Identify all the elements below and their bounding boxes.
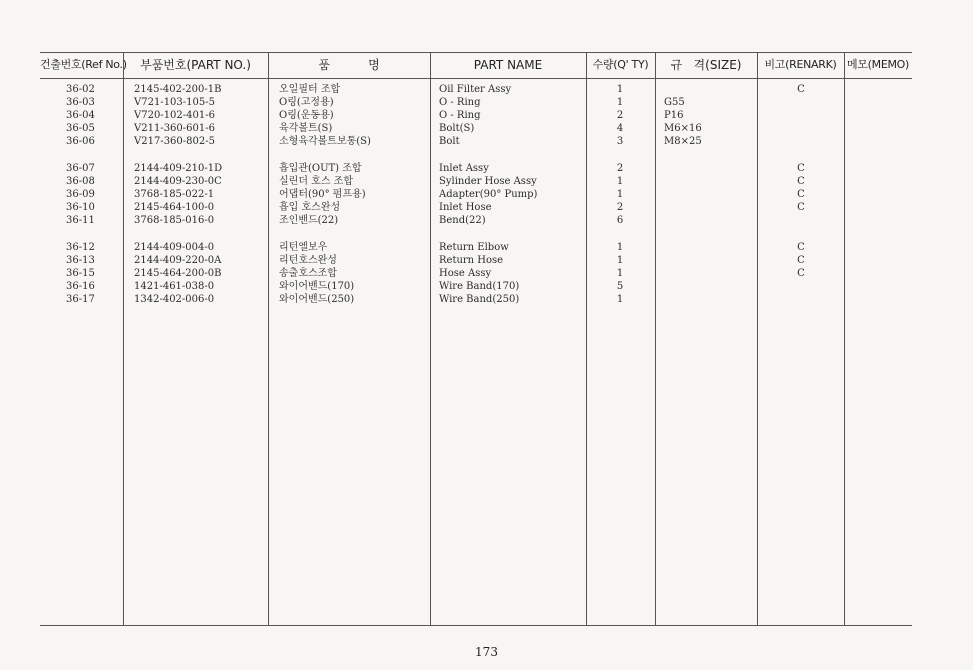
- part-no: V721-103-105-5: [134, 97, 215, 108]
- header-part-no: 부품번호(PART NO.): [140, 58, 251, 72]
- ref-no: 36-13: [66, 255, 95, 266]
- ref-no: 36-09: [66, 189, 95, 200]
- remark: C: [797, 163, 805, 174]
- korean-name: 육각볼트(S): [279, 123, 333, 134]
- qty: 3: [616, 136, 624, 147]
- ref-no: 36-17: [66, 294, 95, 305]
- size: G55: [664, 97, 685, 108]
- table-row: [0, 280, 973, 293]
- part-no: V211-360-601-6: [134, 123, 215, 134]
- korean-name: 송출호스조합: [279, 268, 337, 279]
- part-name: Adapter(90° Pump): [439, 189, 538, 200]
- part-no: 1421-461-038-0: [134, 281, 215, 292]
- size: M6×16: [664, 123, 702, 134]
- part-no: 2144-409-230-0C: [134, 176, 222, 187]
- header-ref-no: 건출번호(Ref No.): [40, 58, 127, 71]
- korean-name: 오일필터 조합: [279, 84, 341, 95]
- korean-name: 와이어밴드(170): [279, 281, 355, 292]
- part-no: 3768-185-022-1: [134, 189, 215, 200]
- qty: 4: [616, 123, 624, 134]
- qty: 6: [616, 215, 624, 226]
- korean-name: 소형육각볼트보통(S): [279, 136, 371, 147]
- korean-name: 리턴호스완성: [279, 255, 337, 266]
- part-no: 2144-409-210-1D: [134, 163, 223, 174]
- qty: 1: [616, 294, 624, 305]
- part-name: Inlet Hose: [439, 202, 492, 213]
- remark: C: [797, 176, 805, 187]
- ref-no: 36-10: [66, 202, 95, 213]
- table-row: [0, 109, 973, 122]
- korean-name: 흡입관(OUT) 조합: [279, 163, 362, 174]
- ref-no: 36-07: [66, 163, 95, 174]
- part-no: 2144-409-220-0A: [134, 255, 222, 266]
- part-name: Bolt: [439, 136, 460, 147]
- table-row: [0, 122, 973, 135]
- ref-no: 36-11: [66, 215, 95, 226]
- table-row: [0, 175, 973, 188]
- ref-no: 36-12: [66, 242, 95, 253]
- korean-name: 조인밴드(22): [279, 215, 339, 226]
- table-row: [0, 267, 973, 280]
- korean-name: 와이어밴드(250): [279, 294, 355, 305]
- ref-no: 36-02: [66, 84, 95, 95]
- qty: 1: [616, 176, 624, 187]
- header-size: 규 격(SIZE): [670, 58, 742, 72]
- part-name: Sylinder Hose Assy: [439, 176, 537, 187]
- qty: 1: [616, 242, 624, 253]
- qty: 2: [616, 110, 624, 121]
- part-name: Oil Filter Assy: [439, 84, 512, 95]
- table-row: [0, 241, 973, 254]
- part-no: V217-360-802-5: [134, 136, 215, 147]
- part-name: Return Hose: [439, 255, 504, 266]
- korean-name: 어댑터(90° 펌프용): [279, 189, 366, 200]
- table-row: [0, 254, 973, 267]
- table-row: [0, 135, 973, 148]
- part-no: V720-102-401-6: [134, 110, 215, 121]
- size: M8×25: [664, 136, 702, 147]
- part-name: Bend(22): [439, 215, 486, 226]
- part-no: 1342-402-006-0: [134, 294, 215, 305]
- remark: C: [797, 189, 805, 200]
- table-row: [0, 201, 973, 214]
- qty: 1: [616, 84, 624, 95]
- ref-no: 36-16: [66, 281, 95, 292]
- header-remark: 비고(RENARK): [764, 58, 837, 71]
- qty: 1: [616, 189, 624, 200]
- qty: 1: [616, 255, 624, 266]
- remark: C: [797, 202, 805, 213]
- ref-no: 36-06: [66, 136, 95, 147]
- part-name: Wire Band(250): [439, 294, 520, 305]
- part-no: 2145-464-200-0B: [134, 268, 222, 279]
- part-no: 3768-185-016-0: [134, 215, 215, 226]
- page-number: 173: [475, 645, 498, 659]
- table-bottom-rule: [40, 625, 912, 626]
- qty: 5: [616, 281, 624, 292]
- remark: C: [797, 255, 805, 266]
- ref-no: 36-05: [66, 123, 95, 134]
- part-name: O - Ring: [439, 97, 481, 108]
- korean-name: 리턴엘보우: [279, 242, 328, 253]
- part-name: Inlet Assy: [439, 163, 489, 174]
- table-row: [0, 96, 973, 109]
- table-row: [0, 214, 973, 227]
- qty: 2: [616, 163, 624, 174]
- ref-no: 36-08: [66, 176, 95, 187]
- part-no: 2145-402-200-1B: [134, 84, 222, 95]
- part-no: 2144-409-004-0: [134, 242, 215, 253]
- qty: 2: [616, 202, 624, 213]
- remark: C: [797, 84, 805, 95]
- header-bottom-rule: [40, 78, 912, 79]
- header-qty: 수량(Q' TY): [592, 58, 649, 71]
- header-korean-name: 품 명: [318, 58, 380, 72]
- ref-no: 36-03: [66, 97, 95, 108]
- size: P16: [664, 110, 684, 121]
- table-row: [0, 162, 973, 175]
- part-name: Return Elbow: [439, 242, 509, 253]
- korean-name: O링(고정용): [279, 97, 334, 108]
- table-row: [0, 83, 973, 96]
- header-part-name: PART NAME: [473, 58, 543, 72]
- korean-name: 실린더 호스 조합: [279, 176, 353, 187]
- part-name: Bolt(S): [439, 123, 475, 134]
- part-name: Hose Assy: [439, 268, 492, 279]
- header-memo: 메모(MEMO): [846, 58, 910, 71]
- ref-no: 36-04: [66, 110, 95, 121]
- qty: 1: [616, 268, 624, 279]
- part-name: Wire Band(170): [439, 281, 520, 292]
- qty: 1: [616, 97, 624, 108]
- remark: C: [797, 242, 805, 253]
- table-row: [0, 293, 973, 306]
- table-row: [0, 188, 973, 201]
- part-name: O - Ring: [439, 110, 481, 121]
- ref-no: 36-15: [66, 268, 95, 279]
- part-no: 2145-464-100-0: [134, 202, 215, 213]
- korean-name: O링(운동용): [279, 110, 334, 121]
- korean-name: 흡입 호스완성: [279, 202, 341, 213]
- remark: C: [797, 268, 805, 279]
